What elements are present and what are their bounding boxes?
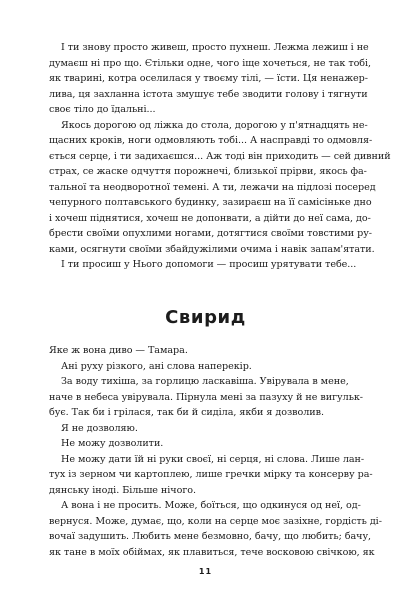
text-line: За воду тихіша, за горлицю ласкавіша. Увірувала в мене, (61, 376, 349, 387)
text-line: вернуся. Може, думає, що, коли на серце моє зазіхне, гордість ді- (49, 515, 382, 527)
text-line: Я не дозволяю. (61, 422, 138, 434)
text-line: і хочеш піднятися, хочеш не допонвати, а дійти до неї сама, до- (49, 212, 371, 224)
chapter-text-block (49, 343, 382, 560)
text-line: як тварині, котра оселилася у твоєму тілі, — їсти. Ця ненажер- (49, 73, 368, 84)
text-line: дянську іноді. Більше нічого. (49, 484, 197, 496)
text-line: своє тіло до їдальні... (49, 104, 156, 115)
text-line: вочаї задушить. Любить мене безмовно, бачу, що любить; бачу, (49, 531, 372, 542)
text-line: страх, се жаске одчуття порожнечі, близької прірви, якось фа- (49, 166, 367, 177)
text-line: брести своїми опухлими ногами, дотягтися своїми товстими ру- (49, 228, 373, 239)
text-line: ками, осягнути своїми збайдужілими очима і навік запам'ятати. (49, 243, 375, 255)
text-line: тальної та неодворотної темені. А ти, лежачи на підлозі посеред (49, 181, 376, 193)
text-line: щасних кроків, ноги одмовляють тобі... А насправді то одмовля- (49, 135, 373, 146)
text-line: Не можу дати їй ні руки своєї, ні серця, ні слова. Лише лан- (61, 453, 365, 465)
text-line: чепурного полтавського будинку, зазираєш на її самісіньке дно (49, 197, 372, 208)
text-line: І ти знову просто живеш, просто пухнеш. Лежма лежиш і не (61, 42, 369, 53)
text-line: Якось дорогою од ліжка до стола, дорогою у п'ятнадцять не- (61, 119, 368, 131)
text-line: як тане в моїх обіймах, як плавиться, тече восковою свічкою, як (49, 546, 375, 558)
text-line: наче в небеса увірувала. Пірнула мені за пазуху й не вигульк- (49, 391, 364, 403)
text-line: Не можу дозволити. (61, 438, 164, 449)
text-line: тух із зерном чи картоплею, лише гречки мірку та консерву ра- (49, 469, 373, 480)
text-line: думаєш ні про що. Єтільки одне, чого іще хочеться, не так тобі, (49, 57, 372, 69)
text-line: І ти просиш у Нього допомоги — просиш урятувати тебе... (61, 259, 357, 270)
text-line: Яке ж вона диво — Тамара. (49, 345, 188, 356)
text-line: лива, ця захланна істота змушує тебе зводити голову і тягнути (49, 88, 368, 100)
top-text-block (49, 40, 391, 273)
text-line: Ані руху різкого, ані слова наперекір. (61, 360, 252, 372)
page-number: 11 (198, 567, 213, 576)
text-line: А вона і не просить. Може, боїться, що одкинуся од неї, од- (61, 500, 361, 511)
chapter-title: Свирид (165, 307, 246, 328)
text-line: бує. Так би і грілася, так би й сиділа, якби я дозволив. (49, 407, 324, 418)
text-line: ється серце, і ти задихаєшся... Аж тоді він приходить — сей дивний (49, 150, 391, 162)
